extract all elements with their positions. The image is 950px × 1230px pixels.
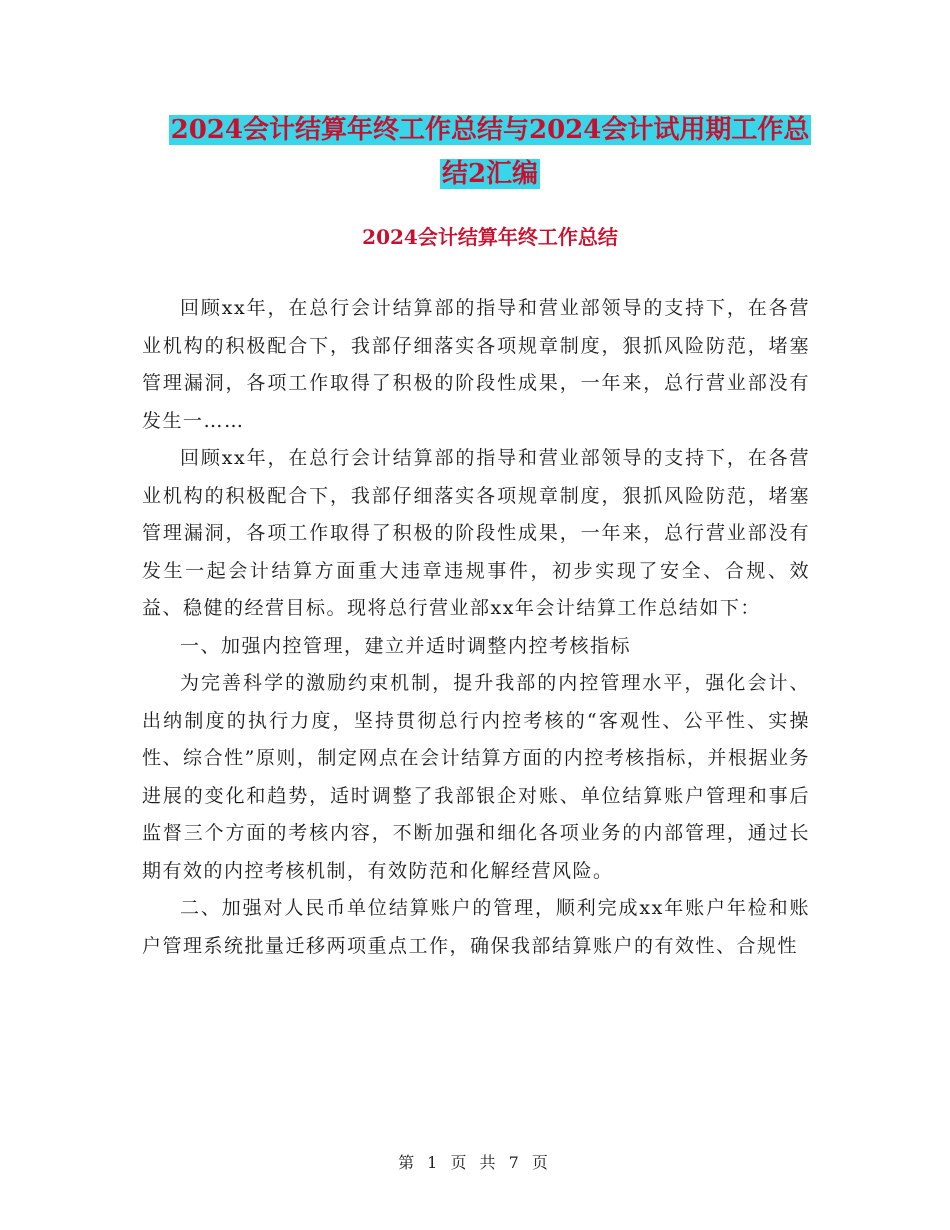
document-body <box>142 290 810 965</box>
paragraph-5-heading: 二、加强对人民币单位结算账户的管理，顺利完成xx年账户年检和账户管理系统批量迁移两项重点工作，确保我部结算账户的有效性、合规性 <box>142 897 810 957</box>
document-title-line-1: 2024会计结算年终工作总结与2024会计试用期工作总 <box>170 115 810 145</box>
paragraph-3-heading: 一、加强内控管理，建立并适时调整内控考核指标 <box>180 634 632 657</box>
section-title: 2024会计结算年终工作总结 <box>362 225 618 249</box>
paragraph-2: 回顾xx年，在总行会计结算部的指导和营业部领导的支持下，在各营业机构的积极配合下，我部仔细落实各项规章制度，狠抓风险防范，堵塞管理漏洞，各项工作取得了积极的阶段性成果，一年来，总行营业部没有发生一起会计结算方面重大违章违规事件，初步实现了安全、合规、效益、稳健的经营目标。现将总行营业部xx年会计结算工作总结如下： <box>142 447 810 619</box>
paragraph-4: 为完善科学的激励约束机制，提升我部的内控管理水平，强化会计、出纳制度的执行力度，坚持贯彻总行内控考核的“客观性、公平性、实操性、综合性”原则，制定网点在会计结算方面的内控考核指标，并根据业务进展的变化和趋势，适时调整了我部银企对账、单位结算账户管理和事后监督三个方面的考核内容，不断加强和细化各项业务的内部管理，通过长期有效的内控考核机制，有效防范和化解经营风险。 <box>142 672 810 882</box>
paragraph-1: 回顾xx年，在总行会计结算部的指导和营业部领导的支持下，在各营业机构的积极配合下，我部仔细落实各项规章制度，狠抓风险防范，堵塞管理漏洞，各项工作取得了积极的阶段性成果，一年来，总行营业部没有发生一…… <box>142 297 810 432</box>
document-title <box>140 108 840 196</box>
page-footer: 第 1 页 共 7 页 <box>398 1153 552 1172</box>
document-title-line-2: 结2汇编 <box>441 159 539 189</box>
